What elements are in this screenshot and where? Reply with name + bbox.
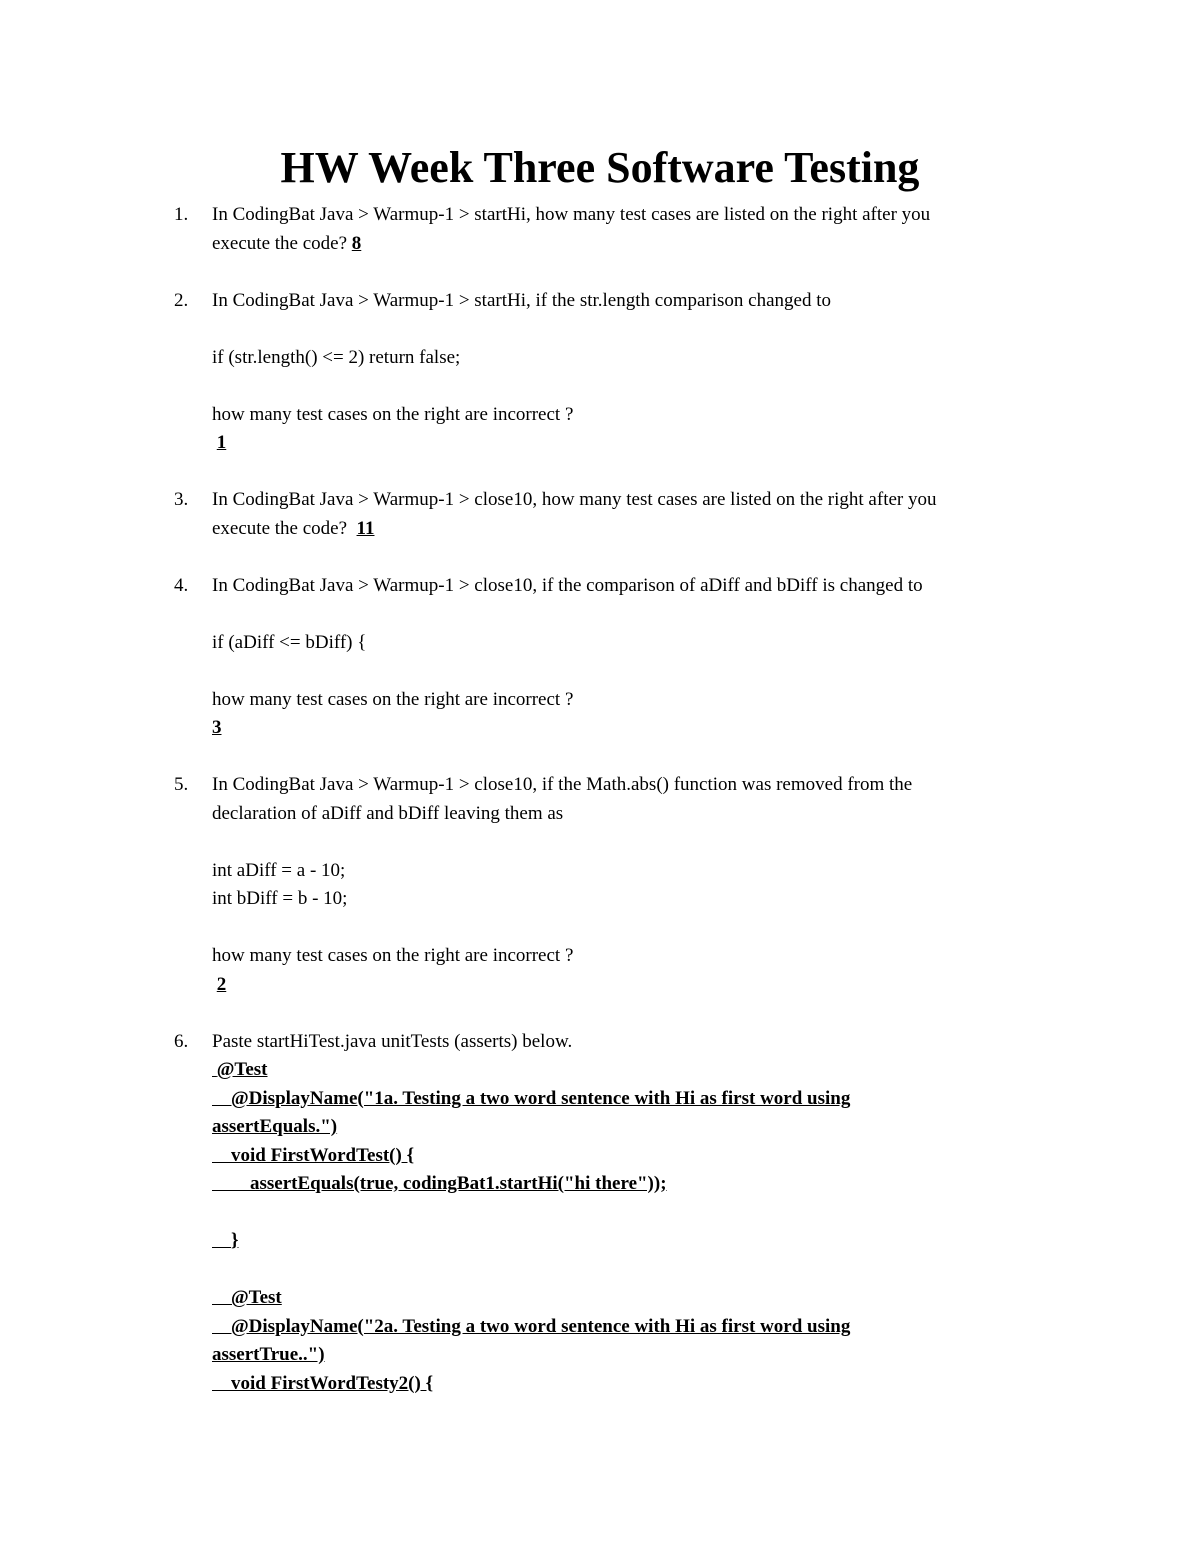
answer: 11 [356,517,375,539]
question-list [0,201,1200,1398]
answer-code-line: @Test [212,1059,268,1080]
answer-code-line: assertEquals.") [212,1116,338,1137]
answer: 1 [216,432,227,453]
question-text-cont: declaration of aDiff and bDiff leaving them as [212,802,564,824]
question-3 [0,486,1200,543]
answer-code-line: @Test [212,1287,282,1308]
question-number: 1. [174,204,189,225]
question-text: In CodingBat Java > Warmup-1 > startHi, how many test cases are listed on the right after you [212,204,931,225]
answer-code-line: @DisplayName("2a. Testing a two word sentence with Hi as first word using [212,1315,851,1337]
question-1 [0,201,1200,258]
question-text-cont: execute the code? [212,232,348,254]
answer-code-line: assertTrue..") [212,1344,325,1365]
question-number: 3. [174,489,189,510]
answer: 3 [212,717,222,738]
question-text: In CodingBat Java > Warmup-1 > close10, how many test cases are listed on the right after you [212,489,937,510]
question-text: Paste startHiTest.java unitTests (asserts) below. [212,1030,573,1052]
question-number: 6. [174,1030,189,1052]
question-text: In CodingBat Java > Warmup-1 > startHi, if the str.length comparison changed to [212,289,831,311]
question-text: In CodingBat Java > Warmup-1 > close10, if the Math.abs() function was removed from the [212,774,913,795]
answer: 8 [351,232,362,254]
answer-code-line: void FirstWordTesty2() { [212,1372,434,1394]
question-number: 4. [174,574,189,596]
page-title: HW Week Three Software Testing [280,143,920,192]
question-text: In CodingBat Java > Warmup-1 > close10, if the comparison of aDiff and bDiff is changed to [212,574,923,596]
answer: 2 [216,973,227,995]
question-2 [0,287,1200,458]
code-line: if (str.length() <= 2) return false; [212,346,461,368]
question-5 [0,771,1200,999]
answer-code-line [212,1199,1050,1228]
question-prompt: how many test cases on the right are incorrect ? [212,403,574,425]
question-prompt: how many test cases on the right are incorrect ? [212,688,574,710]
answer-code-line: } [212,1230,239,1251]
answer-code-line: @DisplayName("1a. Testing a two word sentence with Hi as first word using [212,1087,851,1109]
code-line: int bDiff = b - 10; [212,888,348,909]
question-number: 2. [174,289,189,311]
question-number: 5. [174,774,189,795]
code-line: if (aDiff <= bDiff) { [212,631,367,653]
question-prompt: how many test cases on the right are incorrect ? [212,945,574,966]
answer-code-line: void FirstWordTest() { [212,1144,415,1166]
question-6 [0,1028,1200,1399]
answer-code-line [212,1256,1050,1285]
question-4 [0,572,1200,743]
answer-code-line: assertEquals(true, codingBat1.startHi("hi there")); [212,1173,667,1194]
code-line: int aDiff = a - 10; [212,859,346,881]
question-text-cont: execute the code? [212,517,348,539]
